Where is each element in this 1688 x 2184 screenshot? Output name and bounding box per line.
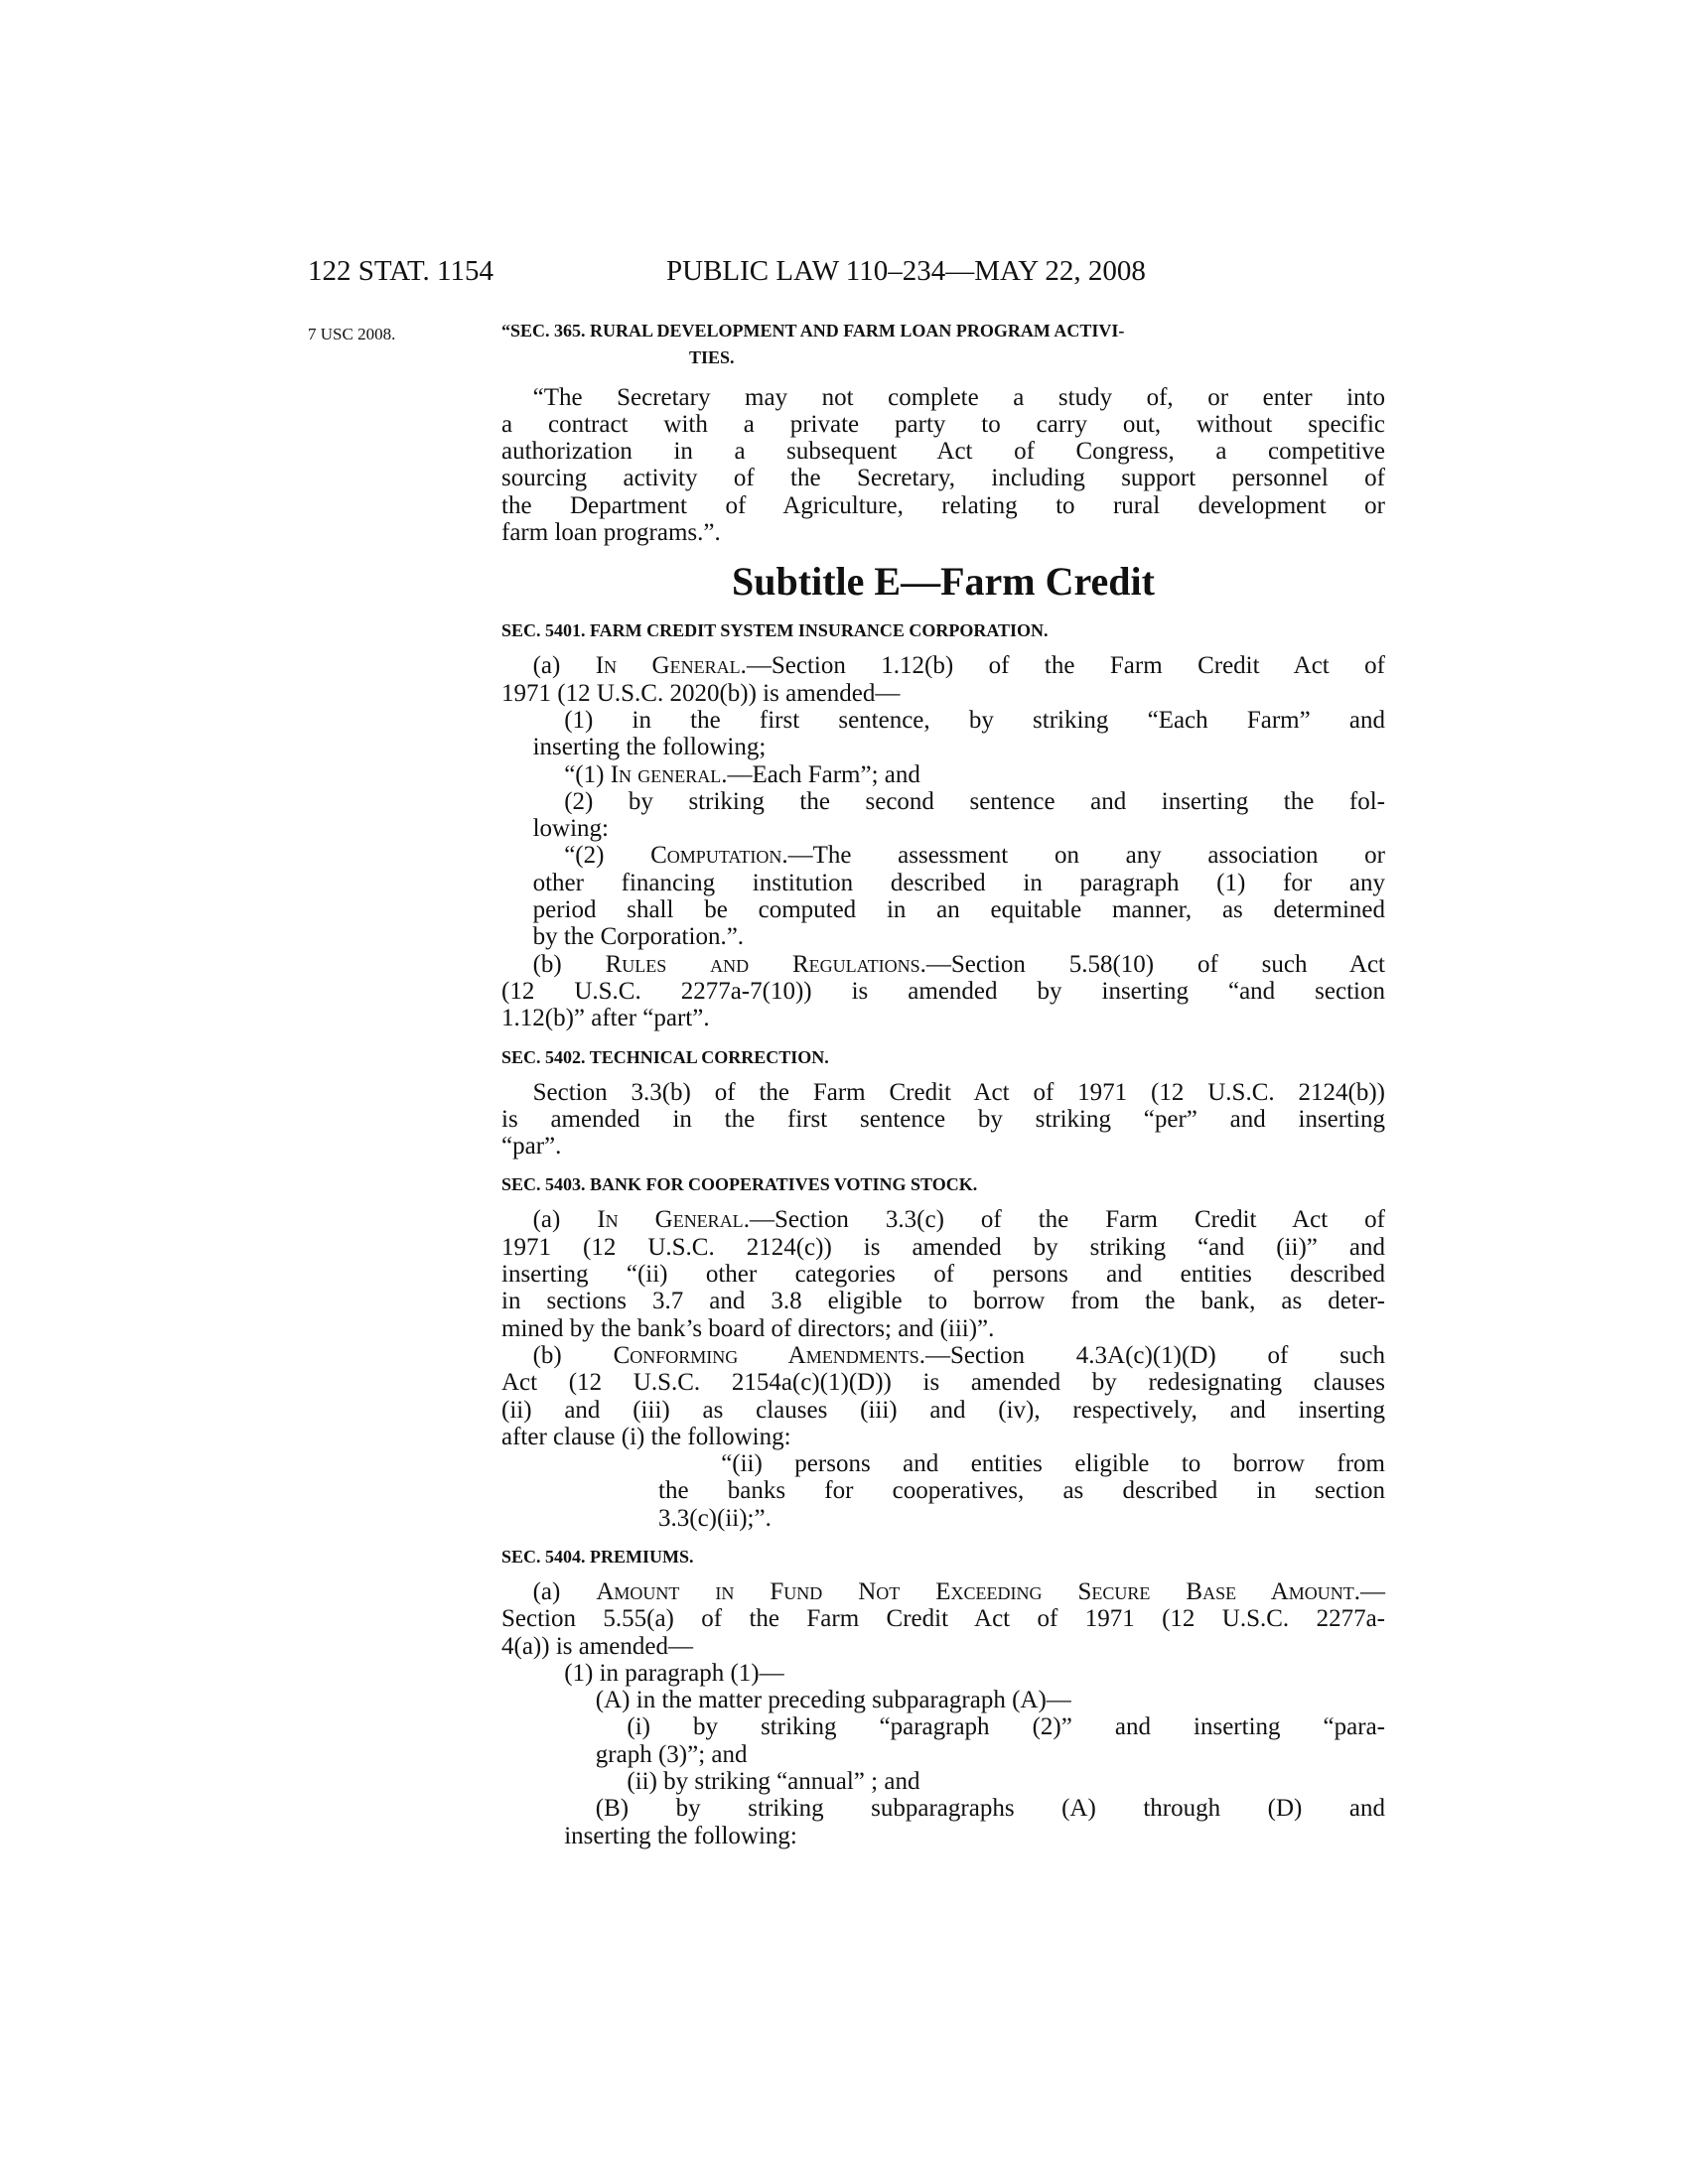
- line-text: 1.12(b)” after “part”.: [501, 1005, 710, 1032]
- line-text: in sections 3.7 and 3.8 eligible to borrow from the bank, as deter-: [501, 1288, 1385, 1315]
- section-heading: SEC. 5403. BANK FOR COOPERATIVES VOTING STOCK.: [501, 1174, 978, 1195]
- section-body: [501, 1079, 1385, 1160]
- text-line: [501, 1342, 1385, 1369]
- text-line: [501, 1660, 1385, 1687]
- small-caps-heading: Rules and Regulations: [605, 950, 920, 978]
- line-text: (B) by striking subparagraphs (A) through (D) and: [595, 1795, 1385, 1823]
- line-text: period shall be computed in an equitable manner, as determined: [532, 896, 1385, 924]
- text-line: [501, 1633, 1385, 1660]
- section-heading: SEC. 5404. PREMIUMS.: [501, 1546, 694, 1567]
- line-text: graph (3)”; and: [595, 1740, 748, 1768]
- small-caps-heading: In General: [595, 652, 741, 680]
- margin-note: 7 USC 2008.: [308, 325, 396, 343]
- line-text: after clause (i) the following:: [501, 1423, 791, 1450]
- text-line: [501, 1477, 1385, 1504]
- text-line: [501, 680, 1385, 707]
- subtitle-heading: Subtitle E—Farm Credit: [732, 559, 1155, 605]
- text-line: [501, 788, 1385, 815]
- line-text: the banks for cooperatives, as described in section: [658, 1477, 1385, 1505]
- line-text: (b): [532, 950, 606, 978]
- line-text: the Department of Agriculture, relating to rural development or: [501, 491, 1385, 519]
- line-text: other financing institution described in paragraph (1) for any: [532, 869, 1385, 896]
- line-text: inserting the following:: [564, 1822, 797, 1849]
- line-text: (A) in the matter preceding subparagraph (A)—: [595, 1687, 1071, 1714]
- text-line: [501, 1397, 1385, 1424]
- text-line: [501, 1005, 1385, 1031]
- line-text: 1971 (12 U.S.C. 2124(c)) is amended by striking “and (ii)” and: [501, 1233, 1385, 1261]
- small-caps-heading: In General: [597, 1206, 744, 1234]
- line-text: inserting the following;: [532, 734, 767, 761]
- text-line: [501, 1106, 1385, 1133]
- text-line: [501, 1315, 1385, 1342]
- text-line: [501, 1505, 1385, 1532]
- small-caps-heading: In general: [610, 760, 722, 788]
- line-text: (a): [532, 1206, 598, 1234]
- line-text: .—Section 1.12(b) of the Farm Credit Act of: [740, 652, 1386, 680]
- text-line: [501, 1450, 1385, 1477]
- text-line: [501, 896, 1385, 923]
- section-body: [501, 1206, 1385, 1532]
- section-body: [501, 652, 1385, 1031]
- text-line: [501, 734, 1385, 760]
- text-line: [501, 1424, 1385, 1450]
- text-line: [501, 707, 1385, 734]
- line-text: mined by the bank’s board of directors; and (iii)”.: [501, 1314, 995, 1342]
- text-line: [501, 1234, 1385, 1261]
- text-line: [501, 1261, 1385, 1288]
- line-text: (ii) and (iii) as clauses (iii) and (iv), respectively, and inserting: [501, 1396, 1385, 1424]
- text-line: [501, 978, 1385, 1005]
- line-text: (b): [532, 1341, 614, 1369]
- section-body: [501, 1578, 1385, 1849]
- text-line: [501, 519, 1385, 546]
- small-caps-heading: Computation: [650, 842, 782, 870]
- text-line: [501, 465, 1385, 491]
- text-line: [501, 1133, 1385, 1160]
- text-line: [501, 411, 1385, 438]
- small-caps-heading: Conforming Amendments: [613, 1341, 919, 1369]
- line-text: (1) in the first sentence, by striking “Each Farm” and: [564, 706, 1385, 734]
- line-text: 4(a)) is amended—: [501, 1632, 693, 1660]
- running-head: PUBLIC LAW 110–234—MAY 22, 2008: [666, 255, 1146, 287]
- line-text: Section 3.3(b) of the Farm Credit Act of 1971 (12 U.S.C. 2124(b)): [532, 1078, 1385, 1106]
- text-line: [501, 1768, 1385, 1795]
- section-heading: SEC. 5401. FARM CREDIT SYSTEM INSURANCE CORPORATION.: [501, 620, 1049, 641]
- line-text: (12 U.S.C. 2277a-7(10)) is amended by inserting “and section: [501, 977, 1385, 1005]
- line-text: sourcing activity of the Secretary, including support personnel of: [501, 465, 1385, 492]
- line-text: .—Section 4.3A(c)(1)(D) of such: [918, 1341, 1385, 1369]
- section-heading: SEC. 5402. TECHNICAL CORRECTION.: [501, 1046, 829, 1067]
- line-text: .—Section 5.58(10) of such Act: [919, 950, 1385, 978]
- text-line: [501, 870, 1385, 896]
- text-line: [501, 923, 1385, 950]
- text-line: [501, 1713, 1385, 1740]
- line-text: 1971 (12 U.S.C. 2020(b)) is amended—: [501, 679, 901, 707]
- text-line: [501, 652, 1385, 679]
- text-line: [501, 1369, 1385, 1396]
- text-line: [501, 761, 1385, 788]
- line-text: 3.3(c)(ii);”.: [658, 1504, 772, 1532]
- line-text: “(2): [564, 842, 651, 870]
- line-text: “The Secretary may not complete a study of, or enter into: [532, 383, 1385, 411]
- line-text: (i) by striking “paragraph (2)” and inserting “para-: [627, 1713, 1385, 1741]
- line-text: .—Section 3.3(c) of the Farm Credit Act of: [743, 1206, 1385, 1234]
- text-line: [501, 1795, 1385, 1822]
- line-text: authorization in a subsequent Act of Congress, a competitive: [501, 438, 1385, 466]
- line-text: Section 5.55(a) of the Farm Credit Act of 1971 (12 U.S.C. 2277a-: [501, 1605, 1385, 1633]
- section-heading: [501, 318, 1385, 372]
- section-body: [501, 384, 1385, 547]
- line-text: (2) by striking the second sentence and inserting the fol-: [564, 787, 1385, 815]
- text-line: [501, 1741, 1385, 1768]
- line-text: .—: [1353, 1577, 1385, 1605]
- line-text: .—Each Farm”; and: [721, 760, 920, 788]
- line-text: (a): [532, 652, 596, 680]
- line-text: (1) in paragraph (1)—: [564, 1659, 784, 1687]
- line-text: .—The assessment on any association or: [781, 842, 1386, 870]
- line-text: “(1): [564, 760, 611, 788]
- line-text: inserting “(ii) other categories of persons and entities described: [501, 1261, 1385, 1289]
- page-folio: 122 STAT. 1154: [308, 255, 493, 287]
- page-body: [501, 318, 1385, 1849]
- line-text: a contract with a private party to carry out, without specific: [501, 410, 1385, 438]
- line-text: “par”.: [501, 1133, 562, 1160]
- text-line: [501, 492, 1385, 519]
- sections: [501, 617, 1385, 1849]
- line-text: is amended in the first sentence by striking “per” and inserting: [501, 1105, 1385, 1133]
- text-line: [501, 951, 1385, 978]
- section-heading-line: TIES.: [689, 347, 735, 368]
- text-line: [501, 1288, 1385, 1314]
- line-text: lowing:: [532, 815, 609, 843]
- text-line: [501, 1578, 1385, 1605]
- text-line: [501, 384, 1385, 411]
- text-line: [501, 815, 1385, 842]
- text-line: [501, 1206, 1385, 1233]
- line-text: (a): [532, 1577, 597, 1605]
- line-text: Act (12 U.S.C. 2154a(c)(1)(D)) is amended by redesignating clauses: [501, 1369, 1385, 1397]
- section-heading-line: “SEC. 365. RURAL DEVELOPMENT AND FARM LOAN PROGRAM ACTIVI-: [501, 321, 1125, 341]
- small-caps-heading: Amount in Fund Not Exceeding Secure Base Amount: [596, 1577, 1354, 1605]
- line-text: by the Corporation.”.: [532, 923, 745, 951]
- line-text: “(ii) persons and entities eligible to borrow from: [721, 1450, 1385, 1478]
- line-text: farm loan programs.”.: [501, 519, 721, 547]
- text-line: [501, 1605, 1385, 1632]
- text-line: [501, 1687, 1385, 1713]
- text-line: [501, 1823, 1385, 1849]
- text-line: [501, 842, 1385, 869]
- text-line: [501, 438, 1385, 465]
- text-line: [501, 1079, 1385, 1106]
- line-text: (ii) by striking “annual” ; and: [627, 1768, 920, 1796]
